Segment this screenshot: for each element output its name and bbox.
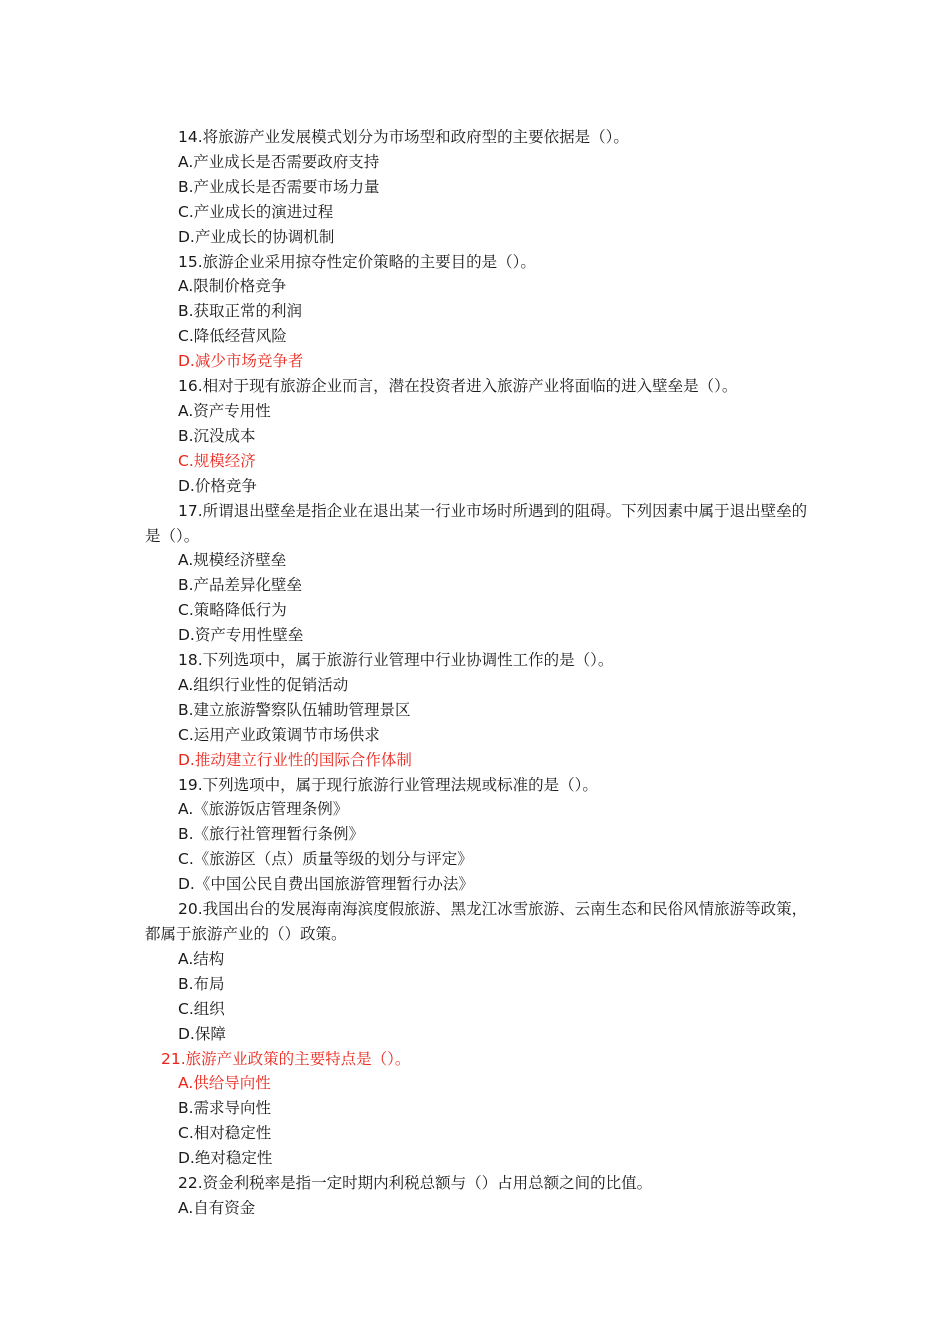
question-17-option-a: A.规模经济壁垒 — [178, 551, 287, 570]
question-15-option-c: C.降低经营风险 — [178, 327, 287, 346]
question-20-stem: 20.我国出台的发展海南海滨度假旅游、黑龙江冰雪旅游、云南生态和民俗风情旅游等政策，都属于旅游产业的（）政策。 — [145, 900, 808, 943]
question-20-option-a: A.结构 — [178, 949, 225, 968]
question-16-option-a: A.资产专用性 — [178, 401, 271, 420]
question-17-option-b: B.产品差异化壁垒 — [178, 576, 303, 595]
question-14-stem: 14.将旅游产业发展模式划分为市场型和政府型的主要依据是（）。 — [178, 128, 629, 146]
question-19-stem: 19.下列选项中，属于现行旅游行业管理法规或标准的是（）。 — [178, 775, 598, 794]
question-16-stem: 16.相对于现有旅游企业而言，潜在投资者进入旅游产业将面临的进入壁垒是（）。 — [178, 377, 738, 396]
question-15-stem: 15.旅游企业采用掠夺性定价策略的主要目的是（）。 — [178, 252, 536, 271]
question-14-option-b: B.产业成长是否需要市场力量 — [178, 177, 380, 196]
question-21-stem: 21.旅游产业政策的主要特点是（）。 — [161, 1049, 411, 1068]
question-18-option-c: C.运用产业政策调节市场供求 — [178, 725, 380, 744]
question-16-option-d: D.价格竞争 — [178, 476, 257, 495]
question-17-option-d: D.资产专用性壁垒 — [178, 626, 304, 645]
question-14-option-d: D.产业成长的协调机制 — [178, 227, 335, 246]
question-21-option-d: D.绝对稳定性 — [178, 1149, 273, 1168]
question-15-option-b: B.获取正常的利润 — [178, 302, 303, 321]
question-22-option-a: A.自有资金 — [178, 1198, 256, 1217]
question-list — [145, 125, 810, 1221]
question-18-option-b: B.建立旅游警察队伍辅助管理景区 — [178, 700, 411, 719]
question-16-option-c-answer: C.规模经济 — [178, 451, 256, 470]
question-19-option-a: A.《旅游饭店管理条例》 — [178, 800, 349, 819]
question-20-option-c: C.组织 — [178, 999, 225, 1018]
question-21-option-b: B.需求导向性 — [178, 1099, 272, 1118]
question-21-option-a-answer: A.供给导向性 — [178, 1074, 271, 1093]
question-20-option-d: D.保障 — [178, 1024, 226, 1043]
question-14-option-a: A.产业成长是否需要政府支持 — [178, 152, 380, 171]
question-17-stem: 17.所谓退出壁垒是指企业在退出某一行业市场时所遇到的阻碍。下列因素中属于退出壁垒的是（）。 — [145, 501, 808, 545]
question-21-option-c: C.相对稳定性 — [178, 1124, 272, 1143]
question-18-stem: 18.下列选项中，属于旅游行业管理中行业协调性工作的是（）。 — [178, 651, 614, 670]
question-18-option-a: A.组织行业性的促销活动 — [178, 675, 349, 694]
question-22-stem: 22.资金利税率是指一定时期内利税总额与（）占用总额之间的比值。 — [178, 1174, 653, 1193]
question-19-option-c: C.《旅游区（点）质量等级的划分与评定》 — [178, 850, 473, 869]
question-18-option-d-answer: D.推动建立行业性的国际合作体制 — [178, 750, 412, 769]
question-15-option-a: A.限制价格竞争 — [178, 277, 287, 296]
question-19-option-d: D.《中国公民自费出国旅游管理暂行办法》 — [178, 875, 474, 894]
question-15-option-d-answer: D.减少市场竞争者 — [178, 352, 304, 371]
question-16-option-b: B.沉没成本 — [178, 426, 256, 445]
question-14-option-c: C.产业成长的演进过程 — [178, 202, 334, 221]
question-19-option-b: B.《旅行社管理暂行条例》 — [178, 825, 365, 844]
question-20-option-b: B.布局 — [178, 974, 225, 993]
question-17-option-c: C.策略降低行为 — [178, 601, 287, 620]
